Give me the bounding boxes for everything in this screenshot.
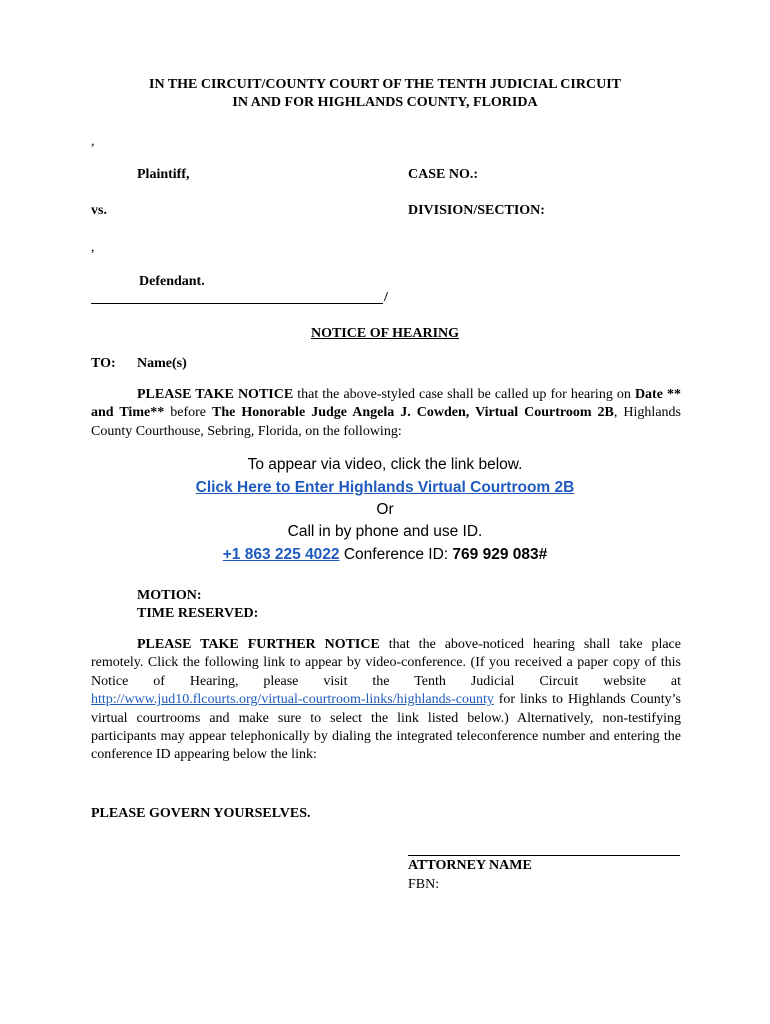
fbn-label: FBN: <box>408 877 440 892</box>
video-instruction: To appear via video, click the link below. <box>247 456 523 473</box>
plaintiff-label: Plaintiff, <box>137 167 190 182</box>
or-text: Or <box>376 501 394 518</box>
hearing-date-time: Date ** and Time** <box>91 387 681 421</box>
virtual-courtroom-link-row <box>0 479 770 497</box>
motion-label: MOTION: <box>137 588 202 603</box>
phone-conference-row <box>0 546 770 564</box>
to-names: Name(s) <box>137 356 187 371</box>
notice-text-2: before <box>164 405 213 421</box>
notice-text-1: that the above-styled case shall be called up for hearing on <box>293 387 635 402</box>
notice-lead: PLEASE TAKE NOTICE <box>137 387 294 402</box>
circuit-website-link[interactable]: http://www.jud10.flcourts.org/virtual-courtroom-links/highlands-county <box>91 692 494 708</box>
further-notice-text-2: for links to Highlands County’s virtual courtrooms and make sure to select the link listed below.) Alternatively, non-testifying participants may appear telephonically by dialing the integrated teleconference number and entering the conference ID appearing below the link: <box>91 692 681 763</box>
court-header-line2: IN AND FOR HIGHLANDS COUNTY, FLORIDA <box>232 95 538 110</box>
judge-courtroom: The Honorable Judge Angela J. Cowden, Virtual Courtroom 2B <box>212 405 614 421</box>
virtual-courtroom-link[interactable]: Click Here to Enter Highlands Virtual Courtroom 2B <box>195 479 575 496</box>
further-notice-lead: PLEASE TAKE FURTHER NOTICE <box>137 637 380 652</box>
govern-yourselves: PLEASE GOVERN YOURSELVES. <box>91 806 311 821</box>
caption-underline <box>91 303 383 304</box>
to-label: TO: <box>91 356 116 371</box>
further-notice-paragraph <box>91 636 681 765</box>
phone-number-link[interactable]: +1 863 225 4022 <box>222 546 340 563</box>
plaintiff-name-comma: , <box>91 134 95 149</box>
document-title: NOTICE OF HEARING <box>310 326 460 341</box>
signature-line <box>408 855 680 856</box>
notice-paragraph <box>91 386 681 441</box>
notice-text-3: , Highlands County Courthouse, Sebring, Florida, on the following: <box>91 405 681 439</box>
further-notice-text-1: that the above-noticed hearing shall take place remotely. Click the following link to appear by video-conference. (If you received a paper copy of this Notice of Hearing, please visit the Tenth Judicial Circuit website at <box>91 637 681 689</box>
defendant-name-comma: , <box>91 240 95 255</box>
defendant-label: Defendant. <box>139 274 205 289</box>
conference-id: 769 929 083# <box>452 546 548 563</box>
court-header-line1: IN THE CIRCUIT/COUNTY COURT OF THE TENTH JUDICIAL CIRCUIT <box>149 77 621 92</box>
case-number-label: CASE NO.: <box>408 167 479 182</box>
versus-label: vs. <box>91 203 107 218</box>
division-section-label: DIVISION/SECTION: <box>408 203 545 218</box>
caption-slash: / <box>384 290 388 305</box>
time-reserved-label: TIME RESERVED: <box>137 606 259 621</box>
phone-instruction: Call in by phone and use ID. <box>287 523 483 540</box>
attorney-name: ATTORNEY NAME <box>408 858 532 873</box>
conference-id-label: Conference ID: <box>339 546 453 563</box>
